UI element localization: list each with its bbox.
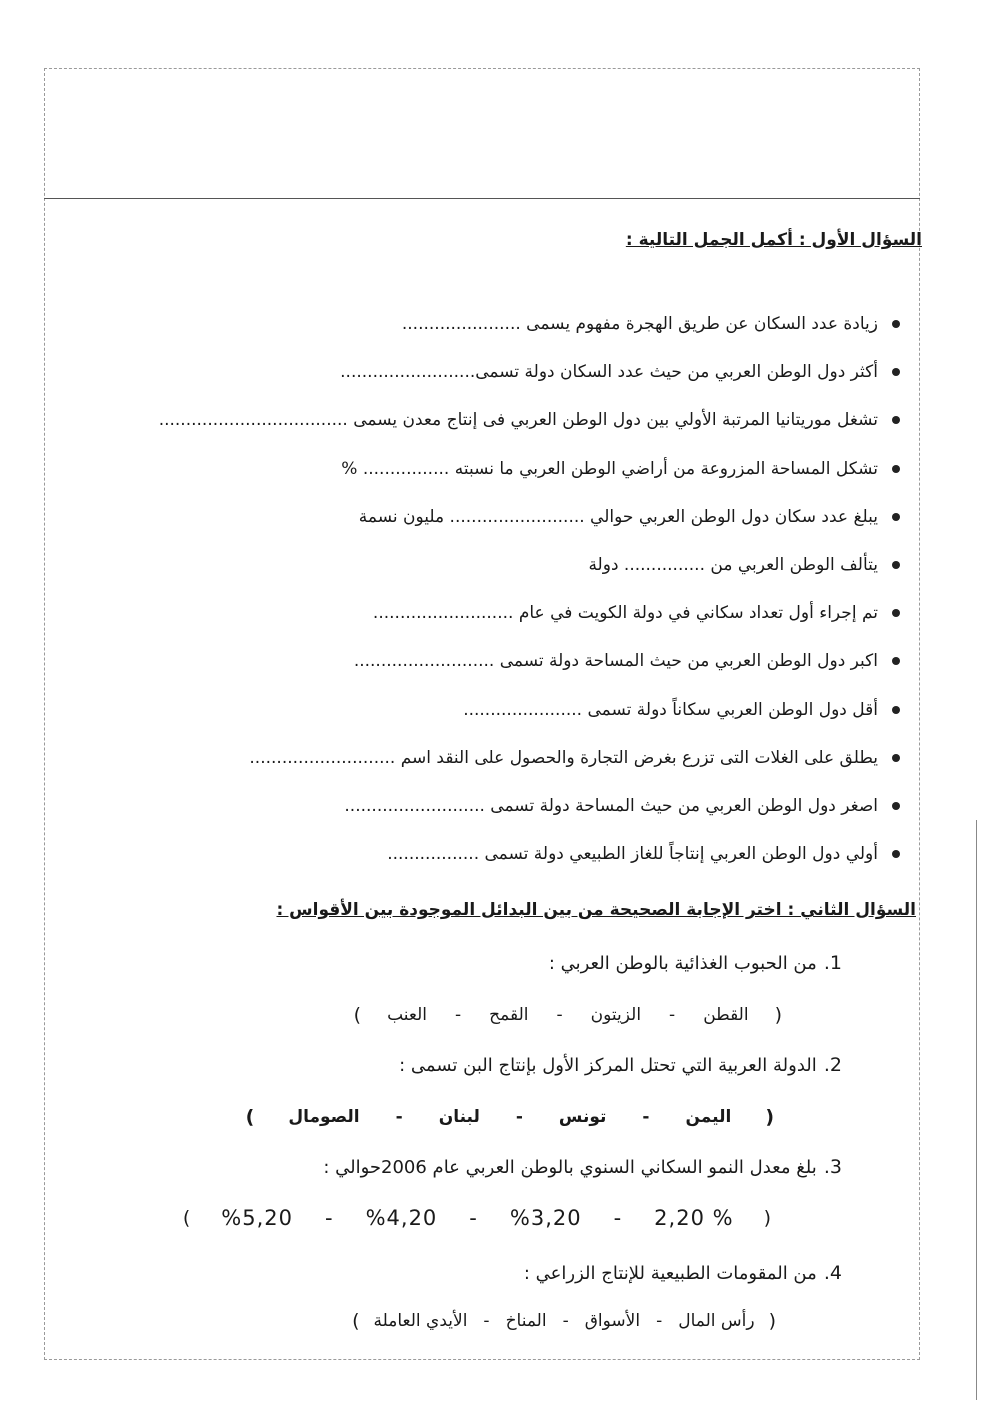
option-separator: - (669, 1005, 676, 1025)
blank-sentence: تشكل المساحة المزروعة من أراضي الوطن العربي ما نسبته ................ % (341, 458, 878, 479)
open-paren: ( (774, 1004, 782, 1026)
blank-sentence: أقل دول الوطن العربي سكاناً دولة تسمى ...................... (463, 699, 878, 720)
open-paren: ( (763, 1207, 772, 1229)
list-item (100, 493, 900, 541)
option-text: %5,20 (221, 1206, 293, 1230)
option-text: القطن (703, 1005, 749, 1025)
option-text: المناخ (505, 1311, 547, 1331)
list-item (100, 396, 900, 444)
mcq-question-3 (323, 1156, 842, 1178)
option-text: الزيتون (590, 1005, 642, 1025)
scan-edge-line (976, 820, 977, 1400)
bullet-icon (892, 513, 900, 521)
open-paren: ( (765, 1106, 774, 1128)
blank-sentence: يتألف الوطن العربي من ............... دولة (588, 555, 878, 576)
mcq-question-1 (549, 952, 842, 974)
option-text: العنب (387, 1005, 428, 1025)
list-item (100, 782, 900, 830)
question-number: 2. (823, 1054, 842, 1076)
option-text: %4,20 (365, 1206, 438, 1230)
list-item (100, 589, 900, 637)
option-text: الصومال (288, 1107, 360, 1127)
close-paren: ) (353, 1004, 362, 1026)
option-separator: - (515, 1107, 523, 1127)
close-paren: ) (182, 1207, 192, 1229)
bullet-icon (892, 754, 900, 762)
list-item (100, 300, 900, 348)
bullet-icon (892, 416, 900, 424)
header-divider (44, 198, 920, 199)
blank-sentence: اكبر دول الوطن العربي من حيث المساحة دولة تسمى .......................... (353, 651, 878, 672)
option-text: رأس المال (678, 1311, 755, 1331)
option-text: الأيدي العاملة (373, 1311, 468, 1331)
bullet-icon (892, 802, 900, 810)
list-item (100, 637, 900, 685)
blank-sentence: تم إجراء أول تعداد سكاني في دولة الكويت في عام .......................... (372, 603, 878, 624)
bullet-icon (892, 368, 900, 376)
bullet-icon (892, 609, 900, 617)
option-text: الأسواق (584, 1311, 641, 1331)
option-separator: - (469, 1206, 478, 1230)
option-separator: - (455, 1005, 462, 1025)
list-item (100, 541, 900, 589)
blank-sentence: يطلق على الغلات التى تزرع بغرض التجارة والحصول على النقد اسم ........................... (249, 747, 878, 768)
bullet-icon (892, 561, 900, 569)
question-number: 1. (823, 952, 842, 974)
option-text: لبنان (438, 1107, 480, 1127)
blank-sentence: تشغل موريتانيا المرتبة الأولي بين دول الوطن العربي فى إنتاج معدن يسمى ................................... (158, 410, 878, 431)
list-item (100, 830, 900, 878)
option-separator: - (395, 1107, 403, 1127)
bullet-icon (892, 657, 900, 665)
blank-sentence: يبلغ عدد سكان دول الوطن العربي حوالي ......................... مليون نسمة (358, 506, 878, 527)
question2-title: السؤال الثاني : اختر الإجابة الصحيحة من بين البدائل الموجودة بين الأقواس : (276, 900, 916, 920)
blank-sentence: زيادة عدد السكان عن طريق الهجرة مفهوم يسمى ...................... (401, 314, 878, 335)
option-text: اليمن (685, 1107, 732, 1127)
fill-blank-list (100, 300, 900, 878)
question-text: الدولة العربية التي تحتل المركز الأول بإنتاج البن تسمى : (399, 1055, 817, 1076)
close-paren: ) (352, 1310, 360, 1332)
mcq-options-3 (183, 1206, 772, 1230)
option-separator: - (562, 1311, 569, 1331)
option-separator: - (642, 1107, 650, 1127)
bullet-icon (892, 850, 900, 858)
mcq-options-2 (246, 1106, 774, 1128)
option-separator: - (483, 1311, 490, 1331)
mcq-options-1 (354, 1004, 782, 1026)
bullet-icon (892, 320, 900, 328)
question-number: 4. (823, 1262, 842, 1284)
blank-sentence: أولي دول الوطن العربي إنتاجاً للغاز الطبيعي دولة تسمى ................. (387, 844, 878, 865)
option-separator: - (656, 1311, 663, 1331)
question1-title: السؤال الأول : أكمل الجمل التالية : (625, 230, 922, 250)
option-text: % 2,20 (654, 1206, 734, 1230)
blank-sentence: أكثر دول الوطن العربي من حيث عدد السكان دولة تسمى......................... (340, 362, 878, 383)
list-item (100, 348, 900, 396)
list-item (100, 686, 900, 734)
option-text: تونس (558, 1107, 607, 1127)
question-text: بلغ معدل النمو السكاني السنوي بالوطن العربي عام 2006حوالي : (323, 1157, 817, 1178)
close-paren: ) (245, 1106, 255, 1128)
open-paren: ( (768, 1310, 776, 1332)
question-text: من الحبوب الغذائية بالوطن العربي : (548, 953, 817, 974)
option-separator: - (325, 1206, 334, 1230)
question-text: من المقومات الطبيعية للإنتاج الزراعي : (523, 1263, 817, 1284)
list-item (100, 445, 900, 493)
option-separator: - (556, 1005, 563, 1025)
mcq-question-2 (399, 1054, 842, 1076)
list-item (100, 734, 900, 782)
question-number: 3. (823, 1156, 842, 1178)
bullet-icon (892, 465, 900, 473)
option-separator: - (613, 1206, 623, 1230)
option-text: %3,20 (509, 1206, 582, 1230)
option-text: القمح (489, 1005, 529, 1025)
blank-sentence: اصغر دول الوطن العربي من حيث المساحة دولة تسمى .......................... (344, 795, 878, 816)
mcq-options-4 (352, 1310, 776, 1332)
bullet-icon (892, 706, 900, 714)
mcq-question-4 (524, 1262, 842, 1284)
